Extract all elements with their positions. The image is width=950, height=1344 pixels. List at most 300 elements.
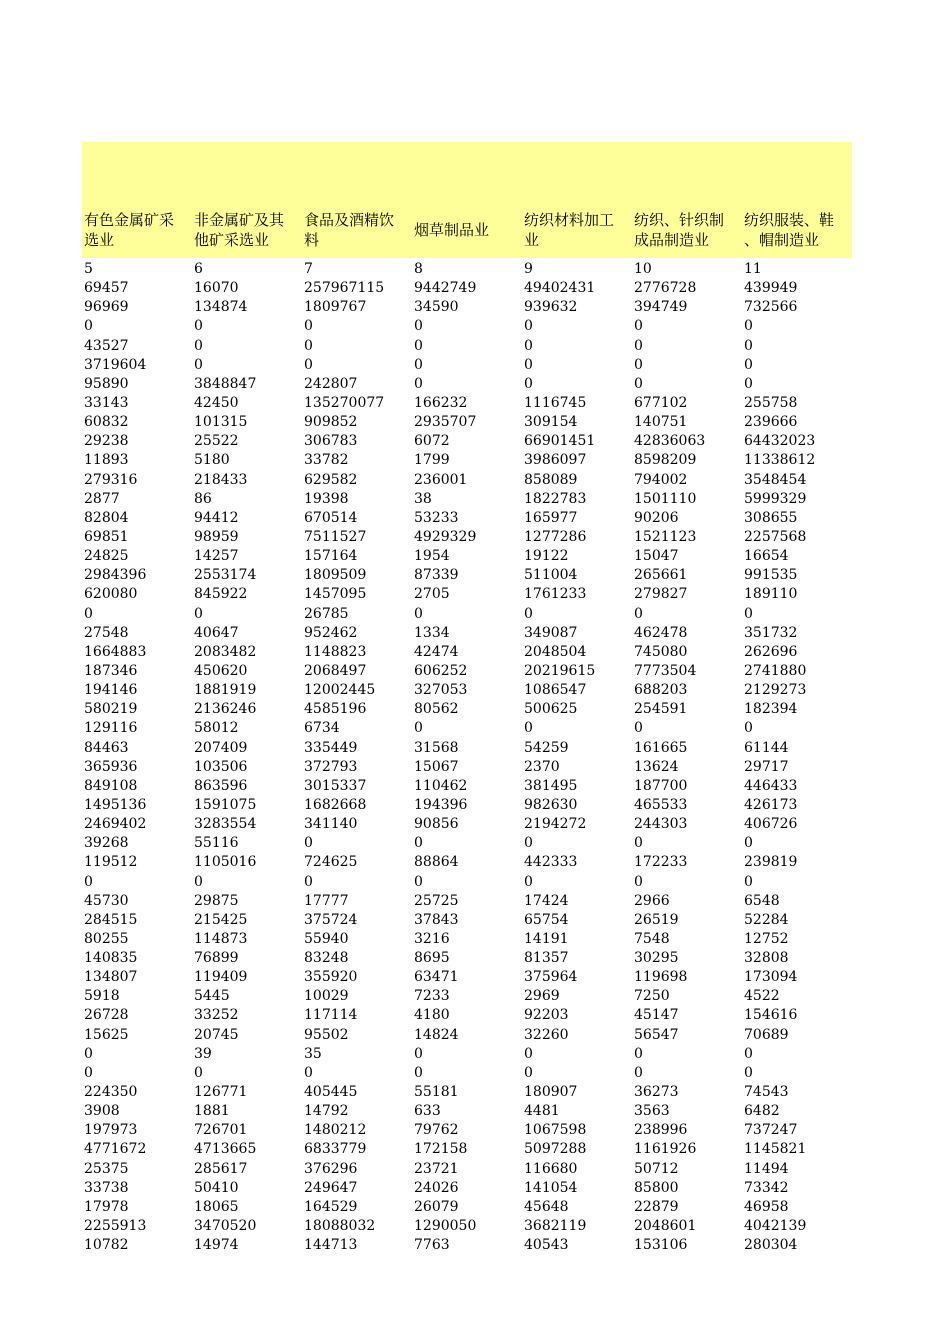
table-cell[interactable]: 26519 xyxy=(634,911,679,928)
table-cell[interactable]: 161665 xyxy=(634,739,688,756)
table-cell[interactable]: 4929329 xyxy=(414,528,477,545)
table-cell[interactable]: 279316 xyxy=(84,471,138,488)
table-cell[interactable]: 25522 xyxy=(194,433,239,450)
table-cell[interactable]: 0 xyxy=(744,873,753,890)
table-cell[interactable]: 0 xyxy=(414,835,423,852)
table-cell[interactable]: 7763 xyxy=(414,1237,450,1254)
table-cell[interactable]: 11494 xyxy=(744,1160,789,1177)
table-cell[interactable]: 8695 xyxy=(414,950,450,967)
table-cell[interactable]: 16070 xyxy=(194,280,239,297)
table-cell[interactable]: 279827 xyxy=(634,586,688,603)
table-cell[interactable]: 7 xyxy=(304,261,313,277)
table-cell[interactable]: 52284 xyxy=(744,911,789,928)
table-cell[interactable]: 2877 xyxy=(84,490,120,507)
column-header[interactable]: 纺织、针织制 成品制造业 xyxy=(634,211,725,249)
table-cell[interactable]: 10782 xyxy=(84,1237,129,1254)
table-cell[interactable]: 0 xyxy=(414,720,423,737)
table-cell[interactable]: 0 xyxy=(414,375,423,392)
table-cell[interactable]: 0 xyxy=(304,873,313,890)
table-cell[interactable]: 79762 xyxy=(414,1122,459,1139)
table-cell[interactable]: 11338612 xyxy=(744,452,816,469)
table-cell[interactable]: 405445 xyxy=(304,1084,358,1101)
table-cell[interactable]: 53233 xyxy=(414,509,459,526)
table-cell[interactable]: 1457095 xyxy=(304,586,367,603)
table-cell[interactable]: 119512 xyxy=(84,854,138,871)
table-cell[interactable]: 114873 xyxy=(194,930,248,947)
table-cell[interactable]: 58012 xyxy=(194,720,239,737)
table-cell[interactable]: 194146 xyxy=(84,682,138,699)
table-cell[interactable]: 0 xyxy=(744,337,753,354)
table-cell[interactable]: 166232 xyxy=(414,394,468,411)
table-cell[interactable]: 64432023 xyxy=(744,433,816,450)
table-cell[interactable]: 0 xyxy=(634,605,643,622)
table-cell[interactable]: 33738 xyxy=(84,1179,129,1196)
table-cell[interactable]: 2048504 xyxy=(524,643,587,660)
table-cell[interactable]: 42474 xyxy=(414,643,459,660)
table-cell[interactable]: 61144 xyxy=(744,739,789,756)
table-cell[interactable]: 1799 xyxy=(414,452,450,469)
table-cell[interactable]: 3986097 xyxy=(524,452,587,469)
table-cell[interactable]: 180907 xyxy=(524,1084,578,1101)
table-cell[interactable]: 254591 xyxy=(634,701,688,718)
table-cell[interactable]: 2705 xyxy=(414,586,450,603)
table-cell[interactable]: 633 xyxy=(414,1103,441,1120)
table-cell[interactable]: 724625 xyxy=(304,854,358,871)
table-cell[interactable]: 1290050 xyxy=(414,1218,477,1235)
table-cell[interactable]: 0 xyxy=(634,1064,643,1081)
table-cell[interactable]: 500625 xyxy=(524,701,578,718)
table-cell[interactable]: 15067 xyxy=(414,758,459,775)
table-cell[interactable]: 0 xyxy=(524,356,533,373)
table-cell[interactable]: 39 xyxy=(194,1045,212,1062)
table-cell[interactable]: 4585196 xyxy=(304,701,367,718)
table-cell[interactable]: 1822783 xyxy=(524,490,587,507)
table-cell[interactable]: 2984396 xyxy=(84,567,147,584)
table-cell[interactable]: 94412 xyxy=(194,509,239,526)
table-cell[interactable]: 952462 xyxy=(304,624,358,641)
table-cell[interactable]: 341140 xyxy=(304,816,358,833)
table-cell[interactable]: 732566 xyxy=(744,299,798,316)
table-cell[interactable]: 5918 xyxy=(84,988,120,1005)
table-cell[interactable]: 135270077 xyxy=(304,394,385,411)
table-cell[interactable]: 69851 xyxy=(84,528,129,545)
table-cell[interactable]: 6482 xyxy=(744,1103,780,1120)
table-cell[interactable]: 24026 xyxy=(414,1179,459,1196)
table-cell[interactable]: 0 xyxy=(744,720,753,737)
table-cell[interactable]: 0 xyxy=(634,873,643,890)
table-cell[interactable]: 4713665 xyxy=(194,1141,257,1158)
table-cell[interactable]: 3470520 xyxy=(194,1218,257,1235)
table-cell[interactable]: 375724 xyxy=(304,911,358,928)
table-cell[interactable]: 24825 xyxy=(84,548,129,565)
table-cell[interactable]: 909852 xyxy=(304,414,358,431)
table-cell[interactable]: 858089 xyxy=(524,471,578,488)
table-cell[interactable]: 10029 xyxy=(304,988,349,1005)
table-cell[interactable]: 144713 xyxy=(304,1237,358,1254)
table-cell[interactable]: 40543 xyxy=(524,1237,569,1254)
table-cell[interactable]: 670514 xyxy=(304,509,358,526)
table-cell[interactable]: 63471 xyxy=(414,969,459,986)
table-cell[interactable]: 19398 xyxy=(304,490,349,507)
table-cell[interactable]: 1682668 xyxy=(304,796,367,813)
table-cell[interactable]: 0 xyxy=(414,873,423,890)
table-cell[interactable]: 86 xyxy=(194,490,212,507)
table-cell[interactable]: 2068497 xyxy=(304,662,367,679)
table-cell[interactable]: 95502 xyxy=(304,1026,349,1043)
table-cell[interactable]: 0 xyxy=(194,1064,203,1081)
table-cell[interactable]: 119698 xyxy=(634,969,688,986)
table-cell[interactable]: 224350 xyxy=(84,1084,138,1101)
table-cell[interactable]: 56547 xyxy=(634,1026,679,1043)
table-cell[interactable]: 0 xyxy=(744,1064,753,1081)
table-cell[interactable]: 45147 xyxy=(634,1007,679,1024)
table-cell[interactable]: 82804 xyxy=(84,509,129,526)
table-cell[interactable]: 629582 xyxy=(304,471,358,488)
table-cell[interactable]: 745080 xyxy=(634,643,688,660)
table-cell[interactable]: 6072 xyxy=(414,433,450,450)
table-cell[interactable]: 2553174 xyxy=(194,567,257,584)
table-cell[interactable]: 2969 xyxy=(524,988,560,1005)
table-cell[interactable]: 1480212 xyxy=(304,1122,367,1139)
table-cell[interactable]: 3015337 xyxy=(304,777,367,794)
table-cell[interactable]: 365936 xyxy=(84,758,138,775)
table-cell[interactable]: 1501110 xyxy=(634,490,697,507)
table-cell[interactable]: 157164 xyxy=(304,548,358,565)
table-cell[interactable]: 4042139 xyxy=(744,1218,807,1235)
table-cell[interactable]: 1161926 xyxy=(634,1141,697,1158)
table-cell[interactable]: 3908 xyxy=(84,1103,120,1120)
table-cell[interactable]: 7773504 xyxy=(634,662,697,679)
table-cell[interactable]: 726701 xyxy=(194,1122,248,1139)
table-cell[interactable]: 255758 xyxy=(744,394,798,411)
table-cell[interactable]: 84463 xyxy=(84,739,129,756)
table-cell[interactable]: 6734 xyxy=(304,720,340,737)
table-cell[interactable]: 15625 xyxy=(84,1026,129,1043)
table-cell[interactable]: 2257568 xyxy=(744,528,807,545)
table-cell[interactable]: 1761233 xyxy=(524,586,587,603)
table-cell[interactable]: 90206 xyxy=(634,509,679,526)
table-cell[interactable]: 0 xyxy=(414,1045,423,1062)
column-header[interactable]: 食品及酒精饮 料 xyxy=(304,211,395,249)
table-cell[interactable]: 218433 xyxy=(194,471,248,488)
table-cell[interactable]: 3719604 xyxy=(84,356,147,373)
table-cell[interactable]: 462478 xyxy=(634,624,688,641)
table-cell[interactable]: 194396 xyxy=(414,796,468,813)
table-cell[interactable]: 3216 xyxy=(414,930,450,947)
table-cell[interactable]: 140751 xyxy=(634,414,688,431)
column-header[interactable]: 纺织材料加工 业 xyxy=(524,211,615,249)
table-cell[interactable]: 0 xyxy=(634,835,643,852)
table-cell[interactable]: 265661 xyxy=(634,567,688,584)
table-cell[interactable]: 11 xyxy=(744,261,762,277)
table-cell[interactable]: 207409 xyxy=(194,739,248,756)
table-cell[interactable]: 3848847 xyxy=(194,375,257,392)
table-cell[interactable]: 32260 xyxy=(524,1026,569,1043)
table-cell[interactable]: 98959 xyxy=(194,528,239,545)
table-cell[interactable]: 23721 xyxy=(414,1160,459,1177)
table-cell[interactable]: 4771672 xyxy=(84,1141,147,1158)
table-cell[interactable]: 0 xyxy=(304,835,313,852)
table-cell[interactable]: 0 xyxy=(194,356,203,373)
table-cell[interactable]: 110462 xyxy=(414,777,468,794)
table-cell[interactable]: 7233 xyxy=(414,988,450,1005)
table-cell[interactable]: 43527 xyxy=(84,337,129,354)
table-cell[interactable]: 29875 xyxy=(194,892,239,909)
column-header[interactable]: 有色金属矿采 选业 xyxy=(84,211,175,249)
table-cell[interactable]: 30295 xyxy=(634,950,679,967)
table-cell[interactable]: 31568 xyxy=(414,739,459,756)
table-cell[interactable]: 446433 xyxy=(744,777,798,794)
table-cell[interactable]: 375964 xyxy=(524,969,578,986)
table-cell[interactable]: 606252 xyxy=(414,662,468,679)
table-cell[interactable]: 33782 xyxy=(304,452,349,469)
table-cell[interactable]: 17777 xyxy=(304,892,349,909)
table-cell[interactable]: 3548454 xyxy=(744,471,807,488)
table-cell[interactable]: 1881 xyxy=(194,1103,230,1120)
table-cell[interactable]: 450620 xyxy=(194,662,248,679)
table-cell[interactable]: 154616 xyxy=(744,1007,798,1024)
table-cell[interactable]: 2935707 xyxy=(414,414,477,431)
table-cell[interactable]: 116680 xyxy=(524,1160,578,1177)
table-cell[interactable]: 0 xyxy=(744,1045,753,1062)
table-cell[interactable]: 101315 xyxy=(194,414,248,431)
table-cell[interactable]: 46958 xyxy=(744,1198,789,1215)
table-cell[interactable]: 0 xyxy=(744,605,753,622)
table-cell[interactable]: 1145821 xyxy=(744,1141,807,1158)
table-cell[interactable]: 426173 xyxy=(744,796,798,813)
table-cell[interactable]: 12002445 xyxy=(304,682,376,699)
table-cell[interactable]: 511004 xyxy=(524,567,578,584)
table-cell[interactable]: 309154 xyxy=(524,414,578,431)
table-cell[interactable]: 66901451 xyxy=(524,433,596,450)
table-cell[interactable]: 335449 xyxy=(304,739,358,756)
table-cell[interactable]: 14974 xyxy=(194,1237,239,1254)
table-cell[interactable]: 16654 xyxy=(744,548,789,565)
table-cell[interactable]: 0 xyxy=(524,720,533,737)
table-cell[interactable]: 285617 xyxy=(194,1160,248,1177)
table-cell[interactable]: 0 xyxy=(84,605,93,622)
table-cell[interactable]: 2129273 xyxy=(744,682,807,699)
table-cell[interactable]: 39268 xyxy=(84,835,129,852)
table-cell[interactable]: 0 xyxy=(524,1064,533,1081)
table-cell[interactable]: 0 xyxy=(84,873,93,890)
table-cell[interactable]: 88864 xyxy=(414,854,459,871)
table-cell[interactable]: 69457 xyxy=(84,280,129,297)
table-cell[interactable]: 262696 xyxy=(744,643,798,660)
table-cell[interactable]: 60832 xyxy=(84,414,129,431)
table-cell[interactable]: 0 xyxy=(634,375,643,392)
table-cell[interactable]: 0 xyxy=(304,337,313,354)
table-cell[interactable]: 0 xyxy=(524,375,533,392)
table-cell[interactable]: 939632 xyxy=(524,299,578,316)
table-cell[interactable]: 85800 xyxy=(634,1179,679,1196)
table-cell[interactable]: 1148823 xyxy=(304,643,367,660)
table-cell[interactable]: 1067598 xyxy=(524,1122,587,1139)
table-cell[interactable]: 11893 xyxy=(84,452,129,469)
table-cell[interactable]: 0 xyxy=(524,1045,533,1062)
table-cell[interactable]: 134874 xyxy=(194,299,248,316)
table-cell[interactable]: 2776728 xyxy=(634,280,697,297)
table-cell[interactable]: 1521123 xyxy=(634,528,697,545)
table-cell[interactable]: 2370 xyxy=(524,758,560,775)
table-cell[interactable]: 1809767 xyxy=(304,299,367,316)
table-cell[interactable]: 677102 xyxy=(634,394,688,411)
table-cell[interactable]: 0 xyxy=(414,1064,423,1081)
table-cell[interactable]: 26728 xyxy=(84,1007,129,1024)
table-cell[interactable]: 164529 xyxy=(304,1198,358,1215)
table-cell[interactable]: 14792 xyxy=(304,1103,349,1120)
table-cell[interactable]: 4522 xyxy=(744,988,780,1005)
table-cell[interactable]: 8598209 xyxy=(634,452,697,469)
table-cell[interactable]: 5 xyxy=(84,261,93,277)
table-cell[interactable]: 14824 xyxy=(414,1026,459,1043)
table-cell[interactable]: 165977 xyxy=(524,509,578,526)
table-cell[interactable]: 38 xyxy=(414,490,432,507)
table-cell[interactable]: 327053 xyxy=(414,682,468,699)
table-cell[interactable]: 4481 xyxy=(524,1103,560,1120)
table-cell[interactable]: 306783 xyxy=(304,433,358,450)
table-cell[interactable]: 0 xyxy=(194,873,203,890)
table-cell[interactable]: 0 xyxy=(524,337,533,354)
table-cell[interactable]: 17978 xyxy=(84,1198,129,1215)
table-cell[interactable]: 442333 xyxy=(524,854,578,871)
table-cell[interactable]: 12752 xyxy=(744,930,789,947)
table-cell[interactable]: 55181 xyxy=(414,1084,459,1101)
table-cell[interactable]: 0 xyxy=(194,318,203,335)
table-cell[interactable]: 1116745 xyxy=(524,394,587,411)
table-cell[interactable]: 0 xyxy=(414,318,423,335)
table-cell[interactable]: 26785 xyxy=(304,605,349,622)
column-header[interactable]: 纺织服装、鞋 、帽制造业 xyxy=(744,211,835,249)
table-cell[interactable]: 7548 xyxy=(634,930,670,947)
table-cell[interactable]: 794002 xyxy=(634,471,688,488)
table-cell[interactable]: 0 xyxy=(84,1045,93,1062)
table-cell[interactable]: 90856 xyxy=(414,816,459,833)
table-cell[interactable]: 0 xyxy=(304,318,313,335)
table-cell[interactable]: 7511527 xyxy=(304,528,367,545)
table-cell[interactable]: 0 xyxy=(634,318,643,335)
table-cell[interactable]: 14191 xyxy=(524,930,569,947)
table-cell[interactable]: 172158 xyxy=(414,1141,468,1158)
table-cell[interactable]: 76899 xyxy=(194,950,239,967)
table-cell[interactable]: 2966 xyxy=(634,892,670,909)
table-cell[interactable]: 17424 xyxy=(524,892,569,909)
table-cell[interactable]: 42450 xyxy=(194,394,239,411)
table-cell[interactable]: 0 xyxy=(84,1064,93,1081)
table-cell[interactable]: 394749 xyxy=(634,299,688,316)
table-cell[interactable]: 1086547 xyxy=(524,682,587,699)
table-cell[interactable]: 381495 xyxy=(524,777,578,794)
table-cell[interactable]: 0 xyxy=(414,356,423,373)
column-header[interactable]: 烟草制品业 xyxy=(414,221,490,239)
table-cell[interactable]: 239819 xyxy=(744,854,798,871)
table-cell[interactable]: 65754 xyxy=(524,911,569,928)
table-cell[interactable]: 134807 xyxy=(84,969,138,986)
table-cell[interactable]: 55940 xyxy=(304,930,349,947)
table-cell[interactable]: 3563 xyxy=(634,1103,670,1120)
table-cell[interactable]: 0 xyxy=(414,337,423,354)
table-cell[interactable]: 5097288 xyxy=(524,1141,587,1158)
table-cell[interactable]: 117114 xyxy=(304,1007,358,1024)
table-cell[interactable]: 2083482 xyxy=(194,643,257,660)
table-cell[interactable]: 8 xyxy=(414,261,423,277)
table-cell[interactable]: 50712 xyxy=(634,1160,679,1177)
table-cell[interactable]: 173094 xyxy=(744,969,798,986)
table-cell[interactable]: 33252 xyxy=(194,1007,239,1024)
table-cell[interactable]: 6 xyxy=(194,261,203,277)
table-cell[interactable]: 92203 xyxy=(524,1007,569,1024)
table-cell[interactable]: 0 xyxy=(304,1064,313,1081)
table-cell[interactable]: 349087 xyxy=(524,624,578,641)
table-cell[interactable]: 249647 xyxy=(304,1179,358,1196)
table-cell[interactable]: 87339 xyxy=(414,567,459,584)
table-cell[interactable]: 5999329 xyxy=(744,490,807,507)
table-cell[interactable]: 280304 xyxy=(744,1237,798,1254)
table-cell[interactable]: 19122 xyxy=(524,548,569,565)
table-cell[interactable]: 80562 xyxy=(414,701,459,718)
table-cell[interactable]: 37843 xyxy=(414,911,459,928)
table-cell[interactable]: 0 xyxy=(194,605,203,622)
table-cell[interactable]: 0 xyxy=(744,375,753,392)
table-cell[interactable]: 20219615 xyxy=(524,662,596,679)
table-cell[interactable]: 45730 xyxy=(84,892,129,909)
table-cell[interactable]: 29238 xyxy=(84,433,129,450)
table-cell[interactable]: 103506 xyxy=(194,758,248,775)
table-cell[interactable]: 1809509 xyxy=(304,567,367,584)
table-cell[interactable]: 465533 xyxy=(634,796,688,813)
table-cell[interactable]: 257967115 xyxy=(304,280,385,297)
table-cell[interactable]: 95890 xyxy=(84,375,129,392)
table-cell[interactable]: 35 xyxy=(304,1045,322,1062)
table-cell[interactable]: 849108 xyxy=(84,777,138,794)
table-cell[interactable]: 991535 xyxy=(744,567,798,584)
table-cell[interactable]: 1954 xyxy=(414,548,450,565)
table-cell[interactable]: 580219 xyxy=(84,701,138,718)
table-cell[interactable]: 1495136 xyxy=(84,796,147,813)
table-cell[interactable]: 0 xyxy=(194,337,203,354)
table-cell[interactable]: 50410 xyxy=(194,1179,239,1196)
table-cell[interactable]: 126771 xyxy=(194,1084,248,1101)
table-cell[interactable]: 0 xyxy=(634,720,643,737)
table-cell[interactable]: 2469402 xyxy=(84,816,147,833)
table-cell[interactable]: 22879 xyxy=(634,1198,679,1215)
table-cell[interactable]: 96969 xyxy=(84,299,129,316)
table-cell[interactable]: 3682119 xyxy=(524,1218,587,1235)
table-cell[interactable]: 308655 xyxy=(744,509,798,526)
table-cell[interactable]: 351732 xyxy=(744,624,798,641)
table-cell[interactable]: 45648 xyxy=(524,1198,569,1215)
table-cell[interactable]: 32808 xyxy=(744,950,789,967)
table-cell[interactable]: 9442749 xyxy=(414,280,477,297)
table-cell[interactable]: 80255 xyxy=(84,930,129,947)
table-cell[interactable]: 6548 xyxy=(744,892,780,909)
table-cell[interactable]: 0 xyxy=(744,356,753,373)
table-cell[interactable]: 18065 xyxy=(194,1198,239,1215)
table-cell[interactable]: 187700 xyxy=(634,777,688,794)
table-cell[interactable]: 406726 xyxy=(744,816,798,833)
table-cell[interactable]: 187346 xyxy=(84,662,138,679)
table-cell[interactable]: 172233 xyxy=(634,854,688,871)
table-cell[interactable]: 238996 xyxy=(634,1122,688,1139)
table-cell[interactable]: 27548 xyxy=(84,624,129,641)
table-cell[interactable]: 1664883 xyxy=(84,643,147,660)
table-cell[interactable]: 0 xyxy=(414,605,423,622)
table-cell[interactable]: 153106 xyxy=(634,1237,688,1254)
table-cell[interactable]: 2741880 xyxy=(744,662,807,679)
table-cell[interactable]: 284515 xyxy=(84,911,138,928)
table-cell[interactable]: 9 xyxy=(524,261,533,277)
table-cell[interactable]: 0 xyxy=(524,605,533,622)
